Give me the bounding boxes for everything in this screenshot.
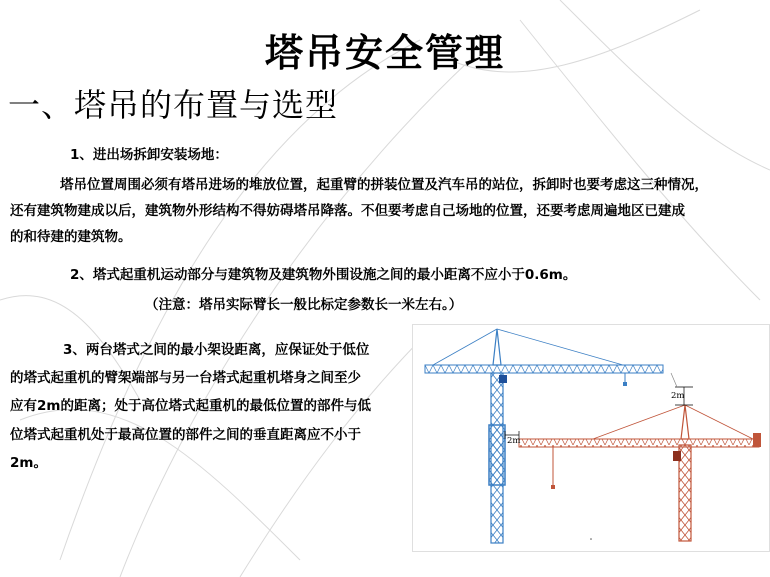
- slide-title: 塔吊安全管理: [264, 30, 505, 75]
- crane-drawing: [413, 325, 769, 551]
- item3-line: 3、两台塔式之间的最小架设距离，应保证处于低位: [63, 342, 370, 358]
- item3-line: 2m。: [10, 454, 47, 471]
- item1-body: [10, 172, 770, 250]
- item1-line: 的和待建的建筑物。: [10, 229, 132, 245]
- item1-line: 塔吊位置周围必须有塔吊进场的堆放位置，起重臂的拼装位置及汽车吊的站位，拆卸时也要考虑这三种情况，: [60, 177, 708, 193]
- tower-crane-diagram: [412, 324, 770, 552]
- low-crane: [519, 405, 761, 541]
- item3-line: 的塔式起重机的臂架端部与另一台塔式起重机塔身之间至少: [10, 370, 361, 387]
- item2-text: 2、塔式起重机运动部分与建筑物及建筑物外围设施之间的最小距离不应小于0.6m。: [70, 267, 577, 283]
- item2-note: （注意：塔吊实际臂长一般比标定参数长一米左右。）: [145, 297, 463, 313]
- item3-line: 应有2m的距离；处于高位塔式起重机的最低位置的部件与低: [10, 398, 371, 415]
- high-crane: [425, 329, 663, 543]
- item1-line: 还有建筑物建成以后，建筑物外形结构不得妨碍塔吊降落。不但要考虑自己场地的位置，还要考虑周遍地区已建成: [10, 203, 685, 219]
- dim-vertical-label: 2m: [671, 391, 685, 401]
- section-heading: 一、塔吊的布置与选型: [8, 86, 339, 124]
- dimension-markers: [505, 373, 693, 439]
- dim-horizontal-label: 2m: [507, 436, 521, 446]
- item3-line: 位塔式起重机处于最高位置的部件之间的垂直距离应不小于: [10, 426, 361, 443]
- item1-heading: 1、进出场拆卸安装场地：: [70, 147, 228, 163]
- item3-body: [10, 336, 404, 477]
